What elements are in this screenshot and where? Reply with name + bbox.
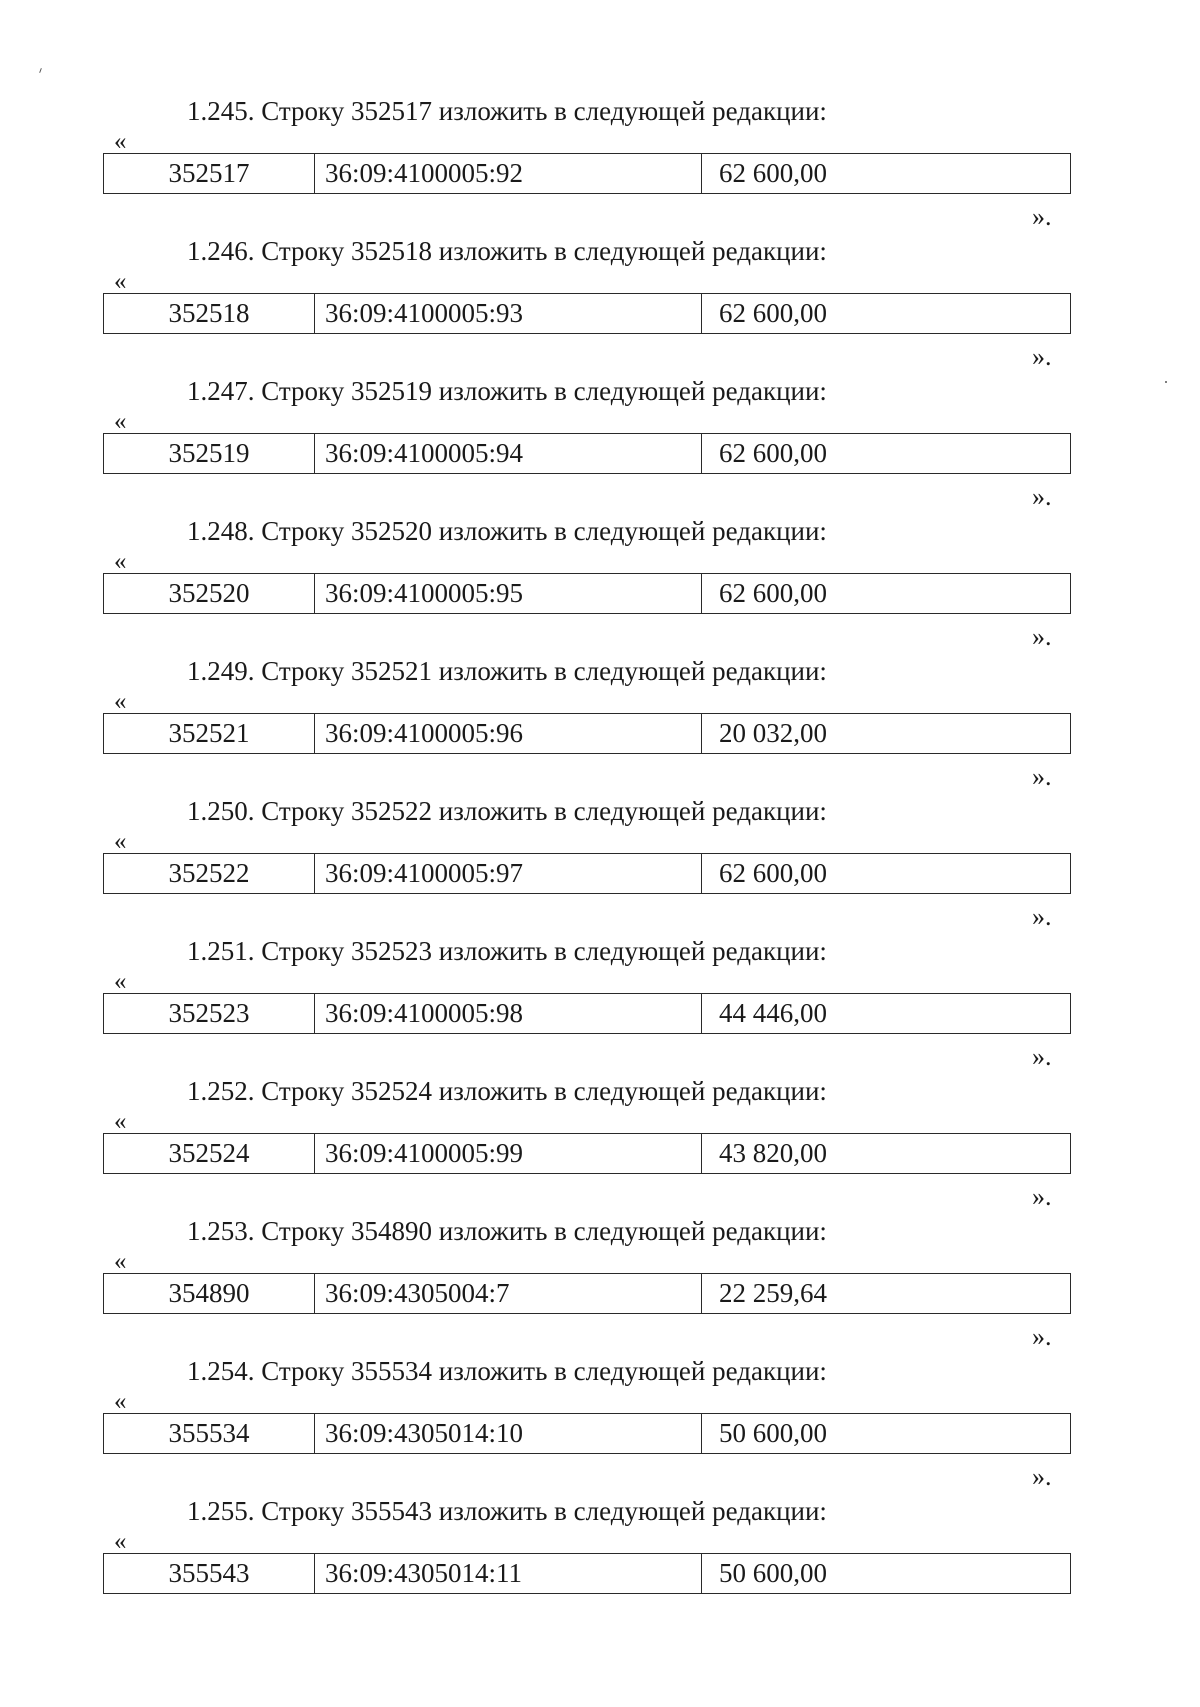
- amendment-block: [0, 94, 1200, 235]
- closing-quote: ».: [1032, 1042, 1052, 1071]
- value-cell: 22 259,64: [719, 1278, 827, 1308]
- scan-speck: [39, 68, 42, 73]
- table-row: [103, 573, 1071, 614]
- row-code-cell: 355534: [104, 1414, 315, 1453]
- row-code-cell: 352520: [104, 574, 315, 613]
- value-cell: 62 600,00: [719, 438, 827, 468]
- closing-quote: ».: [1032, 902, 1052, 931]
- row-code-cell: 355543: [104, 1554, 315, 1593]
- opening-quote: «: [114, 1108, 127, 1135]
- table-row: [103, 853, 1071, 894]
- table-row: [103, 433, 1071, 474]
- amendment-block: [0, 514, 1200, 655]
- amendment-heading: 1.248. Строку 352520 изложить в следующей редакции:: [187, 516, 827, 546]
- closing-quote: ».: [1032, 1322, 1052, 1351]
- cadastral-number-cell: 36:09:4100005:97: [315, 854, 702, 893]
- closing-quote: ».: [1032, 482, 1052, 511]
- amendment-block: [0, 654, 1200, 795]
- value-cell: 50 600,00: [719, 1418, 827, 1448]
- opening-quote: «: [114, 128, 127, 155]
- cadastral-number-cell: 36:09:4100005:92: [315, 154, 702, 193]
- cadastral-number-cell: 36:09:4100005:98: [315, 994, 702, 1033]
- cadastral-number-cell: 36:09:4100005:99: [315, 1134, 702, 1173]
- amendment-heading: 1.254. Строку 355534 изложить в следующей редакции:: [187, 1356, 827, 1386]
- value-cell: 20 032,00: [719, 718, 827, 748]
- cadastral-number-cell: 36:09:4305014:10: [315, 1414, 702, 1453]
- closing-quote: ».: [1032, 1182, 1052, 1211]
- value-cell: 62 600,00: [719, 158, 827, 188]
- value-cell: 62 600,00: [719, 298, 827, 328]
- amendment-block: [0, 1214, 1200, 1355]
- opening-quote: «: [114, 1248, 127, 1275]
- closing-quote: ».: [1032, 762, 1052, 791]
- amendment-heading: 1.255. Строку 355543 изложить в следующей редакции:: [187, 1496, 827, 1526]
- table-row: [103, 713, 1071, 754]
- row-code-cell: 352518: [104, 294, 315, 333]
- cadastral-number-cell: 36:09:4305004:7: [315, 1274, 702, 1313]
- value-cell: 62 600,00: [719, 578, 827, 608]
- table-row: [103, 293, 1071, 334]
- amendment-block: [0, 1494, 1200, 1635]
- closing-quote: ».: [1032, 622, 1052, 651]
- amendment-heading: 1.247. Строку 352519 изложить в следующей редакции:: [187, 376, 827, 406]
- table-row: [103, 993, 1071, 1034]
- row-code-cell: 352523: [104, 994, 315, 1033]
- table-row: [103, 1413, 1071, 1454]
- value-cell: 62 600,00: [719, 858, 827, 888]
- amendment-block: [0, 1354, 1200, 1495]
- amendment-heading: 1.245. Строку 352517 изложить в следующей редакции:: [187, 96, 827, 126]
- amendment-heading: 1.253. Строку 354890 изложить в следующей редакции:: [187, 1216, 827, 1246]
- row-code-cell: 354890: [104, 1274, 315, 1313]
- value-cell: 43 820,00: [719, 1138, 827, 1168]
- row-code-cell: 352517: [104, 154, 315, 193]
- cadastral-number-cell: 36:09:4100005:94: [315, 434, 702, 473]
- value-cell: 50 600,00: [719, 1558, 827, 1588]
- amendment-heading: 1.249. Строку 352521 изложить в следующей редакции:: [187, 656, 827, 686]
- closing-quote: ».: [1032, 1462, 1052, 1491]
- row-code-cell: 352519: [104, 434, 315, 473]
- amendment-block: [0, 934, 1200, 1075]
- row-code-cell: 352524: [104, 1134, 315, 1173]
- amendment-heading: 1.251. Строку 352523 изложить в следующей редакции:: [187, 936, 827, 966]
- row-code-cell: 352522: [104, 854, 315, 893]
- table-row: [103, 1273, 1071, 1314]
- table-row: [103, 1553, 1071, 1594]
- table-row: [103, 1133, 1071, 1174]
- opening-quote: «: [114, 688, 127, 715]
- amendment-block: [0, 374, 1200, 515]
- amendment-heading: 1.252. Строку 352524 изложить в следующей редакции:: [187, 1076, 827, 1106]
- cadastral-number-cell: 36:09:4100005:93: [315, 294, 702, 333]
- opening-quote: «: [114, 408, 127, 435]
- opening-quote: «: [114, 968, 127, 995]
- cadastral-number-cell: 36:09:4100005:96: [315, 714, 702, 753]
- cadastral-number-cell: 36:09:4100005:95: [315, 574, 702, 613]
- row-code-cell: 352521: [104, 714, 315, 753]
- amendment-block: [0, 794, 1200, 935]
- cadastral-number-cell: 36:09:4305014:11: [315, 1554, 702, 1593]
- amendment-block: [0, 234, 1200, 375]
- amendment-block: [0, 1074, 1200, 1215]
- opening-quote: «: [114, 268, 127, 295]
- closing-quote: ».: [1032, 202, 1052, 231]
- closing-quote: ».: [1032, 342, 1052, 371]
- amendment-heading: 1.250. Строку 352522 изложить в следующей редакции:: [187, 796, 827, 826]
- opening-quote: «: [114, 1528, 127, 1555]
- table-row: [103, 153, 1071, 194]
- value-cell: 44 446,00: [719, 998, 827, 1028]
- opening-quote: «: [114, 1388, 127, 1415]
- amendment-heading: 1.246. Строку 352518 изложить в следующей редакции:: [187, 236, 827, 266]
- opening-quote: «: [114, 548, 127, 575]
- opening-quote: «: [114, 828, 127, 855]
